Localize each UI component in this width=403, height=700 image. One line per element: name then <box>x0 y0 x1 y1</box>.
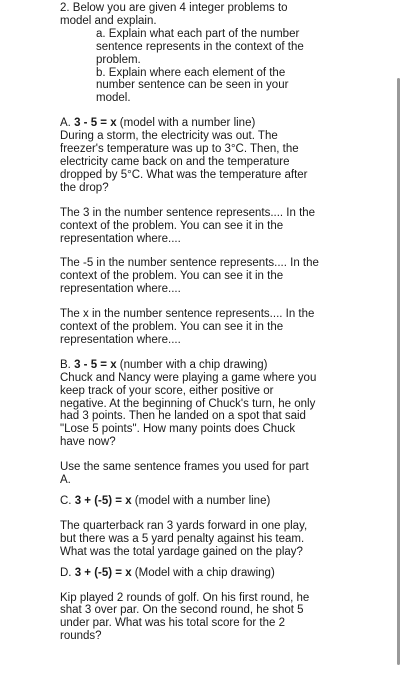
part-c-method: (model with a number line) <box>134 495 271 507</box>
scrollbar[interactable] <box>397 78 400 665</box>
part-d-heading <box>60 567 322 580</box>
part-b-problem: Chuck and Nancy were playing a game where you keep track of your score, either positive or negative. At the beginning of Chuck's turn, he only had 3 points. Then he landed on a spot that said "Lose 5 points". How many points does Chuck have now? <box>60 371 317 449</box>
part-c-label: C. <box>60 495 72 507</box>
part-b-method: (number with a chip drawing) <box>119 358 268 371</box>
part-a-label: A. <box>60 117 71 130</box>
instruction-b: b. Explain where each element of the number sentence can be seen in your model. <box>96 66 289 105</box>
part-d-method: (Model with a chip drawing) <box>134 566 275 579</box>
sentence-frame-neg5: The -5 in the number sentence represents.... In the context of the problem. You can see it in the representation where.... <box>60 257 319 296</box>
part-b-instruction: Use the same sentence frames you used for part A. <box>60 461 309 487</box>
part-b-heading <box>60 359 322 372</box>
part-a-equation: 3 - 5 = x <box>74 117 117 130</box>
part-c-problem: The quarterback ran 3 yards forward in one play, but there was a 5 yard penalty against his team. What was the total yardage gained on the play? <box>60 519 308 558</box>
part-c-equation: 3 + (-5) = x <box>74 495 132 507</box>
sentence-frame-x: The x in the number sentence represents.... In the context of the problem. You can see it in the representation where.... <box>60 308 315 346</box>
intro-line: 2. Below you are given 4 integer problems to model and explain. <box>60 2 288 27</box>
part-a-heading <box>60 117 322 130</box>
part-a-problem: During a storm, the electricity was out. The freezer's temperature was up to 3°C. Then, the electricity came back on and the temperature dropped by 5°C. What was the temperature after the drop? <box>60 130 308 194</box>
part-d-label: D. <box>60 566 72 579</box>
instruction-a: a. Explain what each part of the number sentence represents in the context of the problem. <box>96 27 304 66</box>
problem-text <box>60 2 322 643</box>
part-b-label: B. <box>60 358 71 371</box>
part-d-problem: Kip played 2 rounds of golf. On his first round, he shat 3 over par. On the second round, he shot 5 under par. What was his total score for the 2 rounds? <box>60 591 310 643</box>
part-d-equation: 3 + (-5) = x <box>74 566 132 579</box>
part-c-heading <box>60 495 322 508</box>
part-a-method: (model with a number line) <box>119 117 256 130</box>
sentence-frame-3: The 3 in the number sentence represents.... In the context of the problem. You can see it in the representation where.... <box>60 206 316 245</box>
part-b-equation: 3 - 5 = x <box>74 358 117 371</box>
